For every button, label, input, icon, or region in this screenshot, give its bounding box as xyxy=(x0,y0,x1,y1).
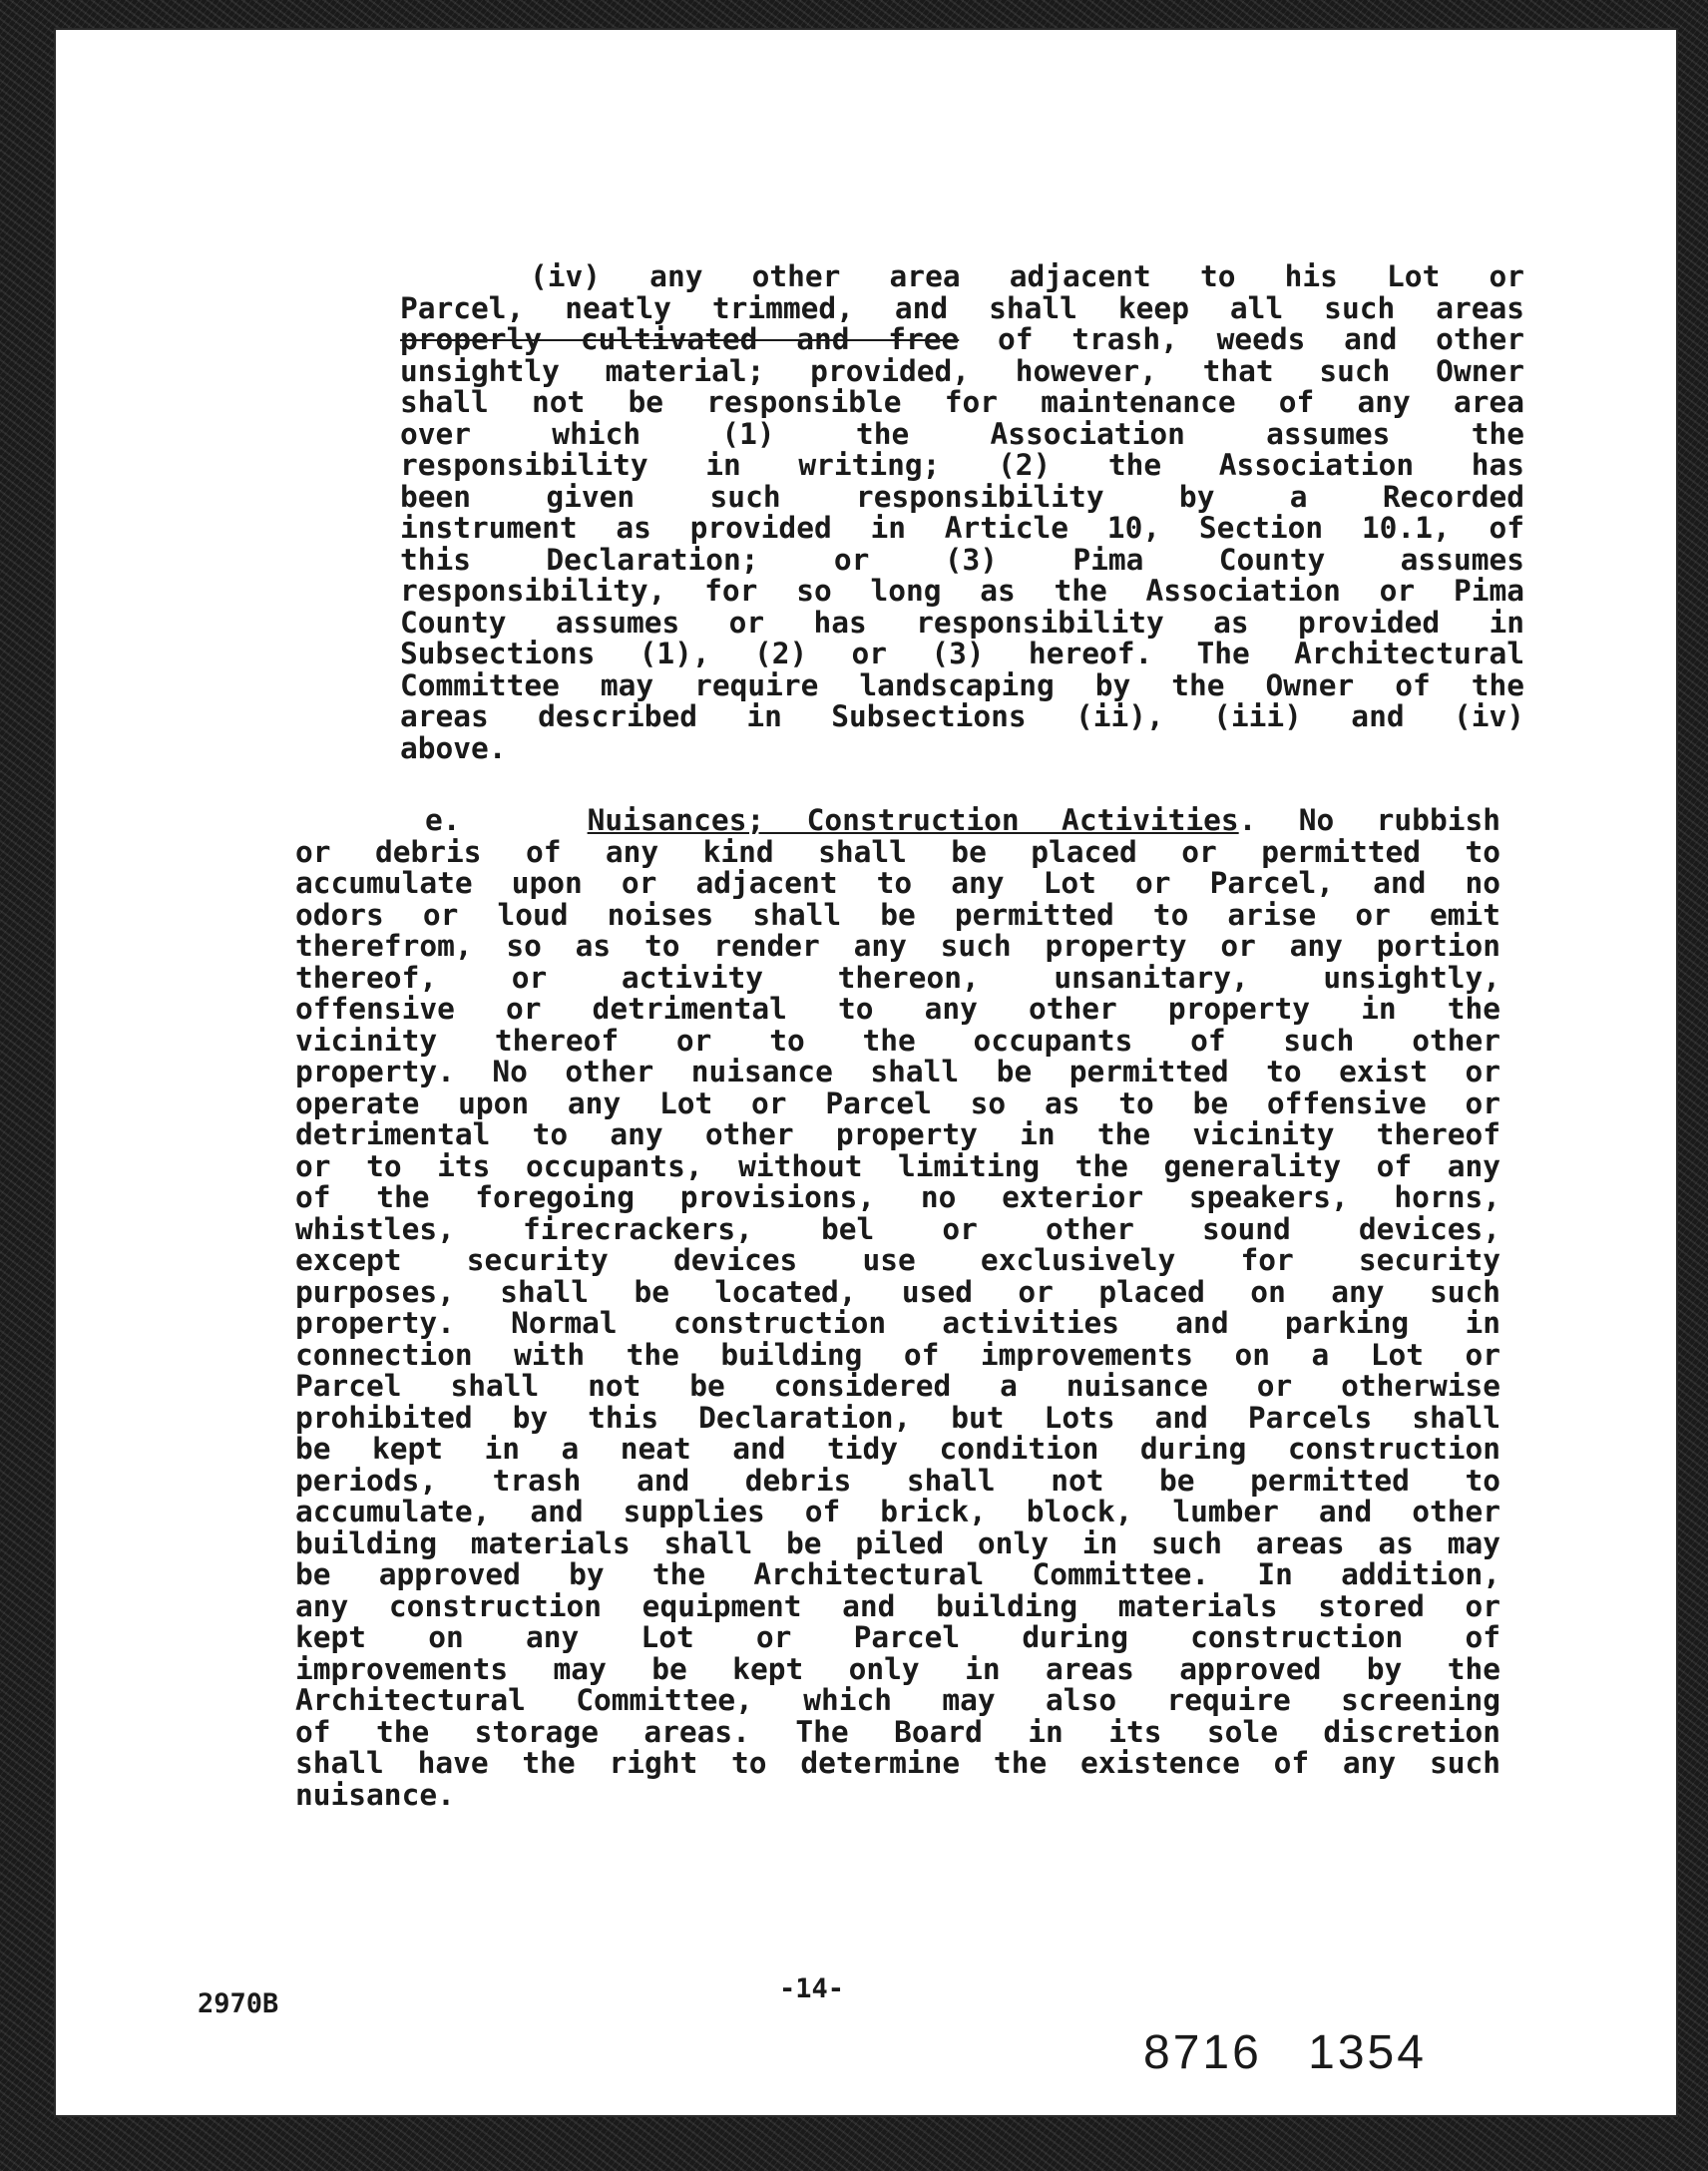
text-line: connection with the building of improvements on a Lot or xyxy=(295,1337,1500,1372)
text-line: operate upon any Lot or Parcel so as to be offensive or xyxy=(295,1086,1500,1120)
text-line: Subsections (1), (2) or (3) hereof. The Architectural xyxy=(400,637,1524,670)
text-line: whistles, firecrackers, bel or other sound devices, xyxy=(295,1211,1500,1246)
text-line: Committee may require landscaping by the Owner of the xyxy=(400,667,1524,702)
text-line: Parcel, neatly trimmed, and shall keep all such areas xyxy=(400,290,1524,325)
text-line: purposes, shall be located, used or placed on any such xyxy=(295,1274,1500,1309)
text-line: offensive or detrimental to any other property in the xyxy=(295,992,1500,1026)
struck-text: properly cultivated and free xyxy=(400,322,960,356)
text-line: therefrom, so as to render any such property or any portion xyxy=(295,929,1500,963)
text-line: vicinity thereof or to the occupants of such other xyxy=(295,1023,1500,1058)
text-line: periods, trash and debris shall not be permitted to xyxy=(295,1463,1500,1498)
text-line: nuisance. xyxy=(295,1777,455,1812)
text-line: accumulate, and supplies of brick, block, lumber and other xyxy=(295,1495,1500,1528)
section-label: e. xyxy=(425,803,461,837)
text-line: unsightly material; provided, however, that such Owner xyxy=(400,353,1524,388)
text-line: kept on any Lot or Parcel during construction of xyxy=(295,1620,1500,1654)
text-line: areas described in Subsections (ii), (iii) and (iv) xyxy=(400,699,1524,733)
text-line: building materials shall be piled only in such areas as may xyxy=(295,1525,1500,1560)
text-line-struck xyxy=(400,324,1524,356)
document-code: 2970B xyxy=(198,1988,279,2019)
text-line: thereof, or activity thereon, unsanitary, unsightly, xyxy=(295,960,1500,995)
paragraph-e-first-line xyxy=(295,805,1500,837)
text-fragment: . No rubbish xyxy=(1238,803,1500,837)
text-line: Parcel shall not be considered a nuisance or otherwise xyxy=(295,1369,1500,1403)
text-line: this Declaration; or (3) Pima County assumes xyxy=(400,542,1524,577)
text-line: be kept in a neat and tidy condition during construction xyxy=(295,1432,1500,1466)
text-line: above. xyxy=(400,730,507,765)
text-line: of the storage areas. The Board in its sole discretion xyxy=(295,1714,1500,1749)
text-line: instrument as provided in Article 10, Section 10.1, of xyxy=(400,511,1524,545)
text-line: been given such responsibility by a Recorded xyxy=(400,479,1524,514)
text-line: improvements may be kept only in areas approved by the xyxy=(295,1651,1500,1686)
text-line: of the foregoing provisions, no exterior speakers, horns, xyxy=(295,1180,1500,1214)
text-line: Architectural Committee, which may also require screening xyxy=(295,1683,1500,1717)
document-page xyxy=(56,30,1676,2115)
text-line: prohibited by this Declaration, but Lots and Parcels shall xyxy=(295,1400,1500,1435)
text-fragment: of trash, weeds and other xyxy=(959,322,1524,356)
document-number: 8716 1354 xyxy=(1143,2026,1427,2079)
text-line: or debris of any kind shall be placed or permitted to xyxy=(295,834,1500,869)
text-line: shall have the right to determine the existence of any such xyxy=(295,1746,1500,1780)
text-line: detrimental to any other property in the vicinity thereof xyxy=(295,1117,1500,1151)
text-line: or to its occupants, without limiting the generality of any xyxy=(295,1148,1500,1183)
text-line: property. Normal construction activities and parking in xyxy=(295,1306,1500,1340)
paragraph-iv xyxy=(400,261,1524,764)
page-number: -14- xyxy=(779,1973,845,2004)
text-line: (iv) any other area adjacent to his Lot or xyxy=(530,259,1524,293)
text-line: odors or loud noises shall be permitted to arise or emit xyxy=(295,897,1500,932)
text-line: County assumes or has responsibility as provided in xyxy=(400,605,1524,640)
text-line: except security devices use exclusively for security xyxy=(295,1243,1500,1277)
text-line: accumulate upon or adjacent to any Lot or Parcel, and no xyxy=(295,866,1500,900)
text-line: shall not be responsible for maintenance of any area xyxy=(400,385,1524,419)
paragraph-e xyxy=(295,805,1500,1811)
text-line: over which (1) the Association assumes the xyxy=(400,416,1524,451)
text-line: responsibility in writing; (2) the Association has xyxy=(400,448,1524,482)
text-line: be approved by the Architectural Committee. In addition, xyxy=(295,1557,1500,1591)
section-heading: Nuisances; Construction Activities xyxy=(587,803,1239,837)
text-line: any construction equipment and building materials stored or xyxy=(295,1588,1500,1623)
text-line: property. No other nuisance shall be permitted to exist or xyxy=(295,1055,1500,1088)
text-line: responsibility, for so long as the Association or Pima xyxy=(400,574,1524,608)
